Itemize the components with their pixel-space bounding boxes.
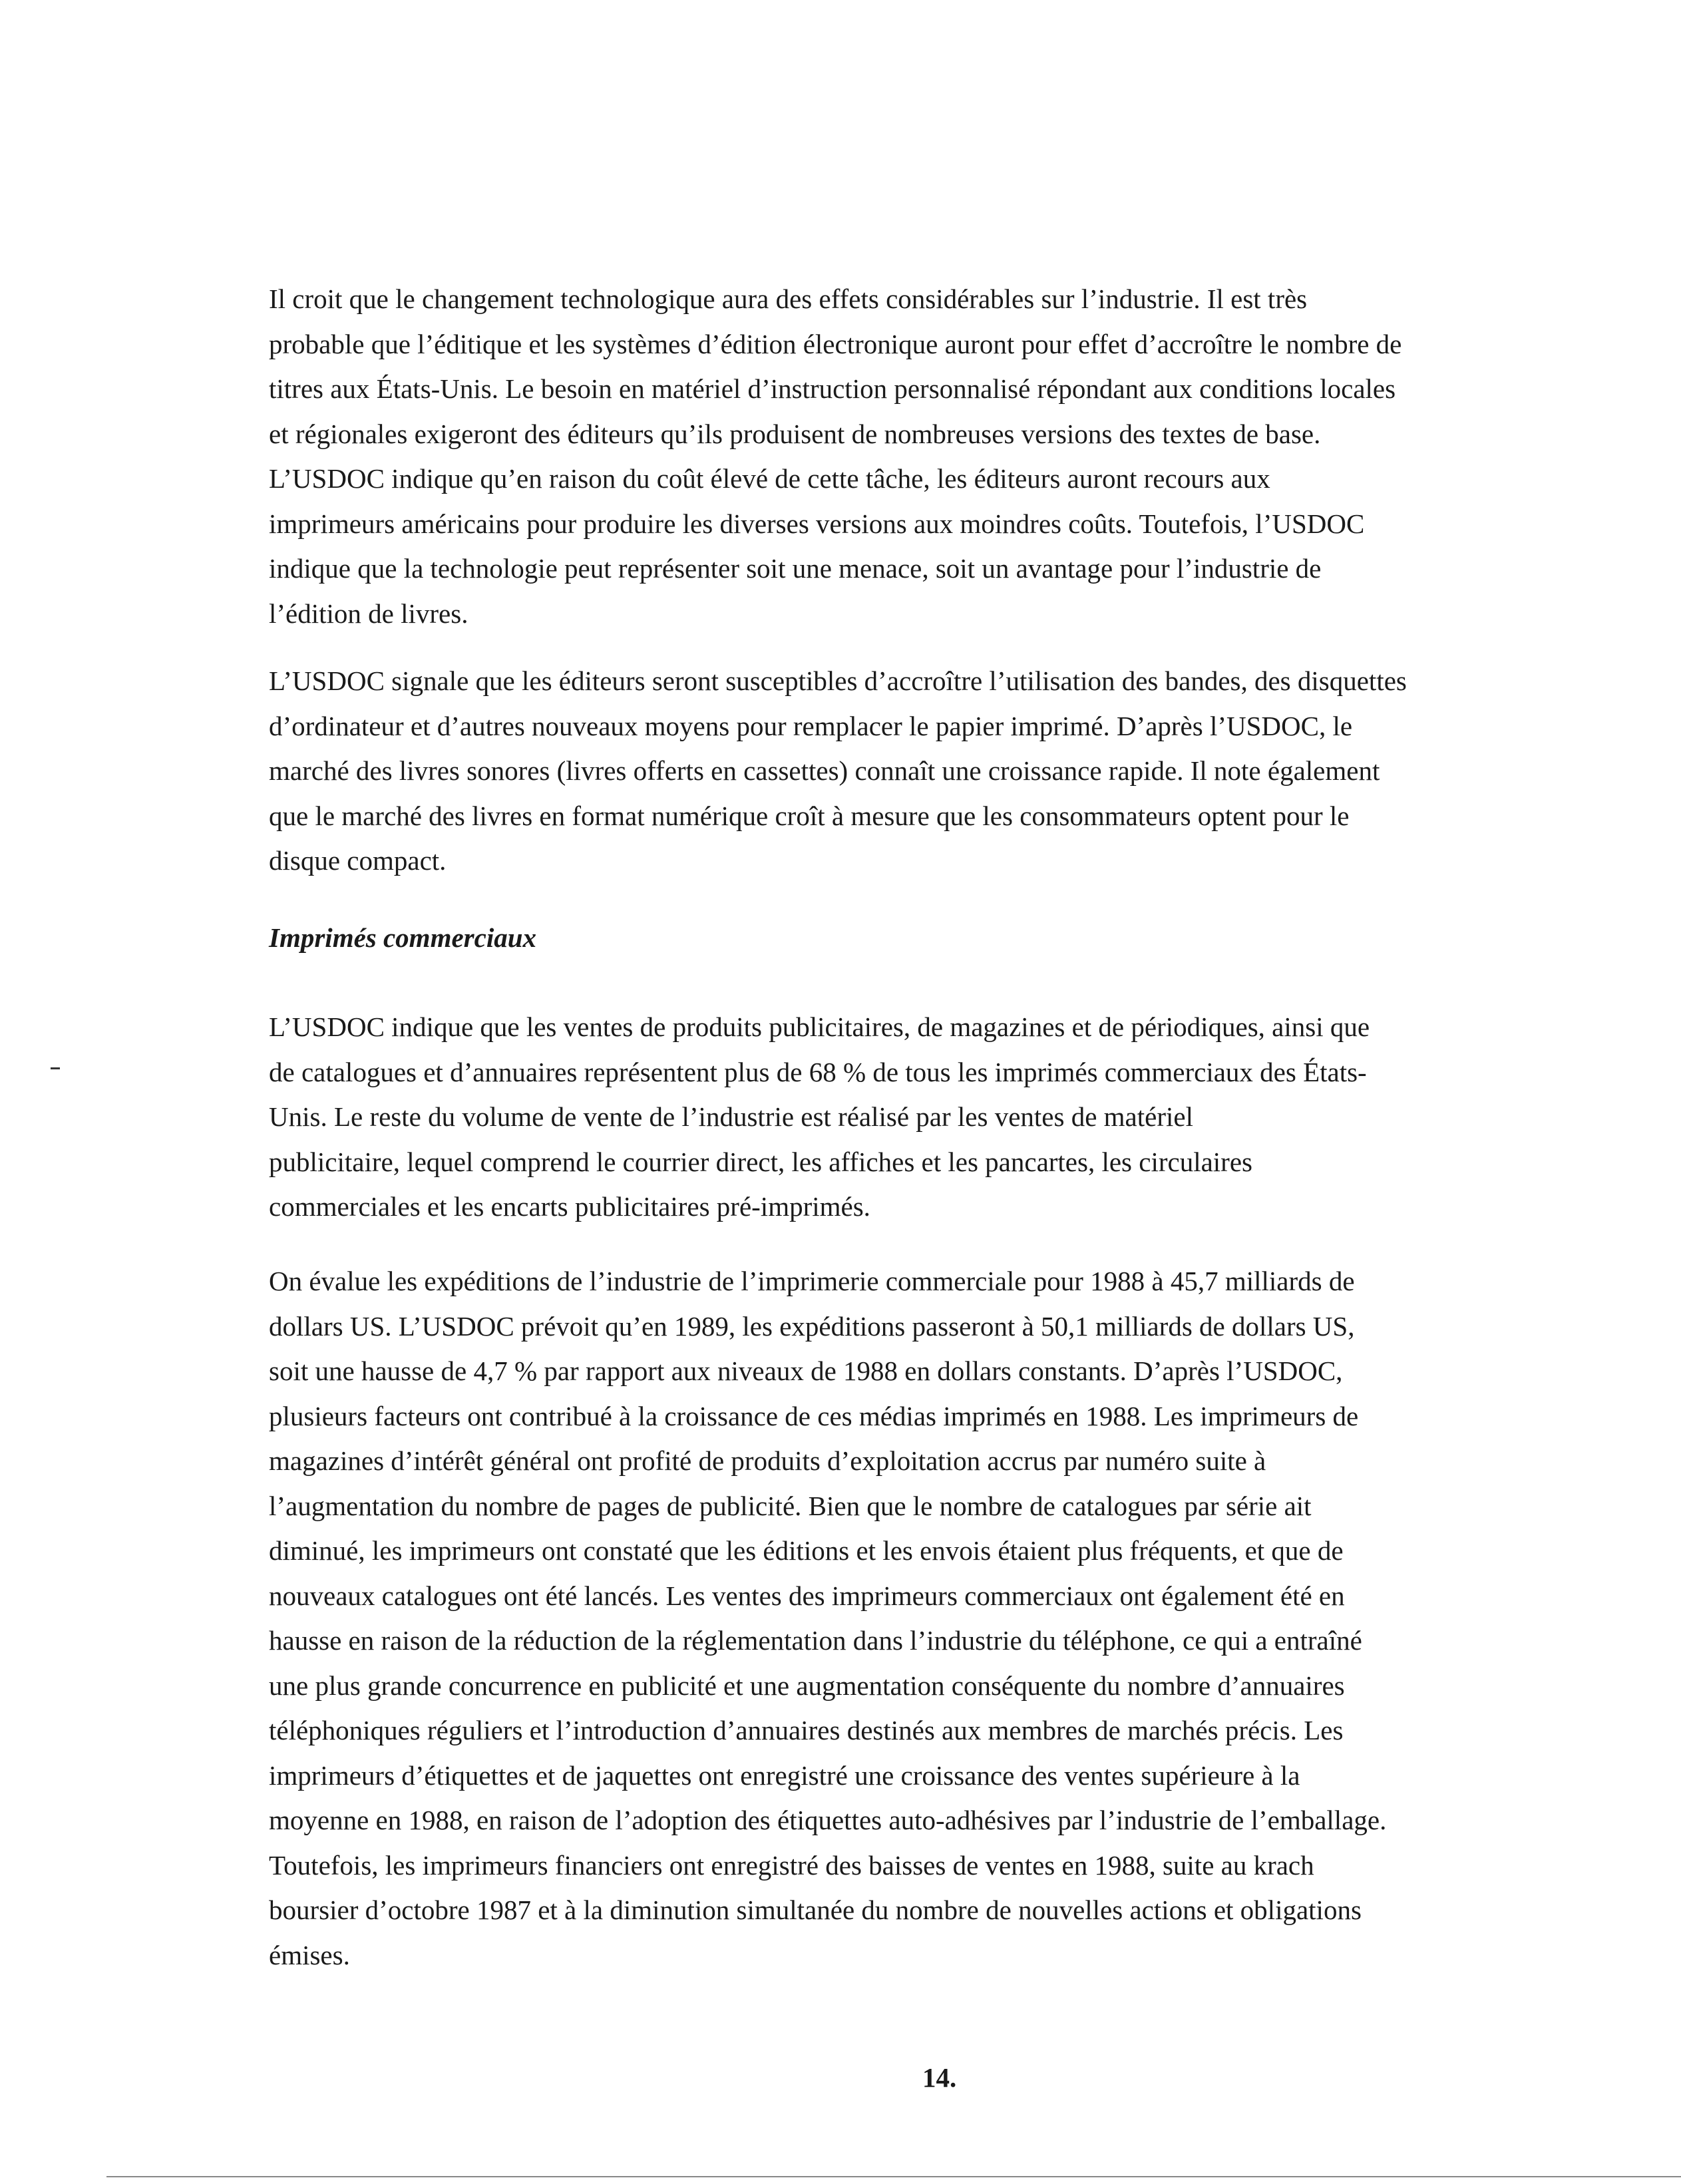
- text-line: L’USDOC signale que les éditeurs seront susceptibles d’accroître l’utilisation des bandes, des disquettes: [269, 665, 1407, 696]
- text-line: probable que l’éditique et les systèmes d’édition électronique auront pour effet d’accroître le nombre de: [269, 328, 1402, 359]
- text-line: titres aux États-Unis. Le besoin en matériel d’instruction personnalisé répondant aux conditions locales: [269, 373, 1396, 404]
- text-line: téléphoniques réguliers et l’introduction d’annuaires destinés aux membres de marchés précis. Les: [269, 1715, 1344, 1745]
- text-line: soit une hausse de 4,7 % par rapport aux niveaux de 1988 en dollars constants. D’après l’USDOC,: [269, 1356, 1343, 1386]
- text-line: L’USDOC indique qu’en raison du coût élevé de cette tâche, les éditeurs auront recours aux: [269, 463, 1270, 494]
- page-number: 14.: [922, 2062, 957, 2093]
- text-line: Toutefois, les imprimeurs financiers ont enregistré des baisses de ventes en 1988, suite au krach: [269, 1849, 1314, 1881]
- bottom-rule: [106, 2176, 1681, 2177]
- text-line: émises.: [269, 1939, 350, 1970]
- paragraph-4: [269, 1259, 1593, 1978]
- text-line: indique que la technologie peut représenter soit une menace, soit un avantage pour l’industrie de: [269, 553, 1322, 584]
- text-line: Il croit que le changement technologique aura des effets considérables sur l’industrie. Il est très: [269, 283, 1308, 314]
- text-line: publicitaire, lequel comprend le courrier direct, les affiches et les pancartes, les circulaires: [269, 1146, 1252, 1177]
- text-line: et régionales exigeront des éditeurs qu’ils produisent de nombreuses versions des textes de base.: [269, 418, 1321, 449]
- text-line: Unis. Le reste du volume de vente de l’industrie est réalisé par les ventes de matériel: [269, 1101, 1193, 1132]
- text-line: une plus grande concurrence en publicité et une augmentation conséquente du nombre d’annuaires: [269, 1670, 1345, 1701]
- text-line: disque compact.: [269, 845, 447, 876]
- text-line: l’édition de livres.: [269, 598, 468, 629]
- text-line: l’augmentation du nombre de pages de publicité. Bien que le nombre de catalogues par série ait: [269, 1490, 1312, 1521]
- paragraph-3: [269, 1005, 1593, 1230]
- text-line: boursier d’octobre 1987 et à la diminution simultanée du nombre de nouvelles actions et obligations: [269, 1895, 1362, 1925]
- text-line: L’USDOC indique que les ventes de produits publicitaires, de magazines et de périodiques, ainsi que: [269, 1011, 1370, 1042]
- text-line: plusieurs facteurs ont contribué à la croissance de ces médias imprimés en 1988. Les imprimeurs de: [269, 1400, 1359, 1431]
- text-line: imprimeurs américains pour produire les diverses versions aux moindres coûts. Toutefois, l’USDOC: [269, 508, 1365, 539]
- text-line: commerciales et les encarts publicitaires pré-imprimés.: [269, 1191, 870, 1222]
- text-line: marché des livres sonores (livres offerts en cassettes) connaît une croissance rapide. Il note également: [269, 755, 1380, 786]
- margin-mark: [51, 1067, 60, 1069]
- text-line: magazines d’intérêt général ont profité de produits d’exploitation accrus par numéro suite à: [269, 1445, 1266, 1476]
- text-line: d’ordinateur et d’autres nouveaux moyens pour remplacer le papier imprimé. D’après l’USDOC, le: [269, 710, 1353, 741]
- text-line: dollars US. L’USDOC prévoit qu’en 1989, les expéditions passeront à 50,1 milliards de dollars US,: [269, 1310, 1355, 1342]
- text-line: que le marché des livres en format numérique croît à mesure que les consommateurs optent pour le: [269, 800, 1350, 831]
- text-line: moyenne en 1988, en raison de l’adoption des étiquettes auto-adhésives par l’industrie de l’emballage.: [269, 1805, 1387, 1835]
- paragraph-1: [269, 277, 1593, 636]
- text-line: hausse en raison de la réduction de la réglementation dans l’industrie du téléphone, ce qui a entraîné: [269, 1625, 1362, 1656]
- text-line: On évalue les expéditions de l’industrie de l’imprimerie commerciale pour 1988 à 45,7 milliards de: [269, 1266, 1355, 1296]
- paragraph-2: [269, 659, 1593, 884]
- text-line: diminué, les imprimeurs ont constaté que les éditions et les envois étaient plus fréquents, et que de: [269, 1535, 1344, 1566]
- text-line: imprimeurs d’étiquettes et de jaquettes ont enregistré une croissance des ventes supérieure à la: [269, 1759, 1300, 1791]
- text-line: de catalogues et d’annuaires représentent plus de 68 % de tous les imprimés commerciaux des États-: [269, 1056, 1367, 1087]
- section-heading: Imprimés commerciaux: [269, 922, 537, 953]
- text-line: nouveaux catalogues ont été lancés. Les ventes des imprimeurs commerciaux ont également été en: [269, 1580, 1345, 1611]
